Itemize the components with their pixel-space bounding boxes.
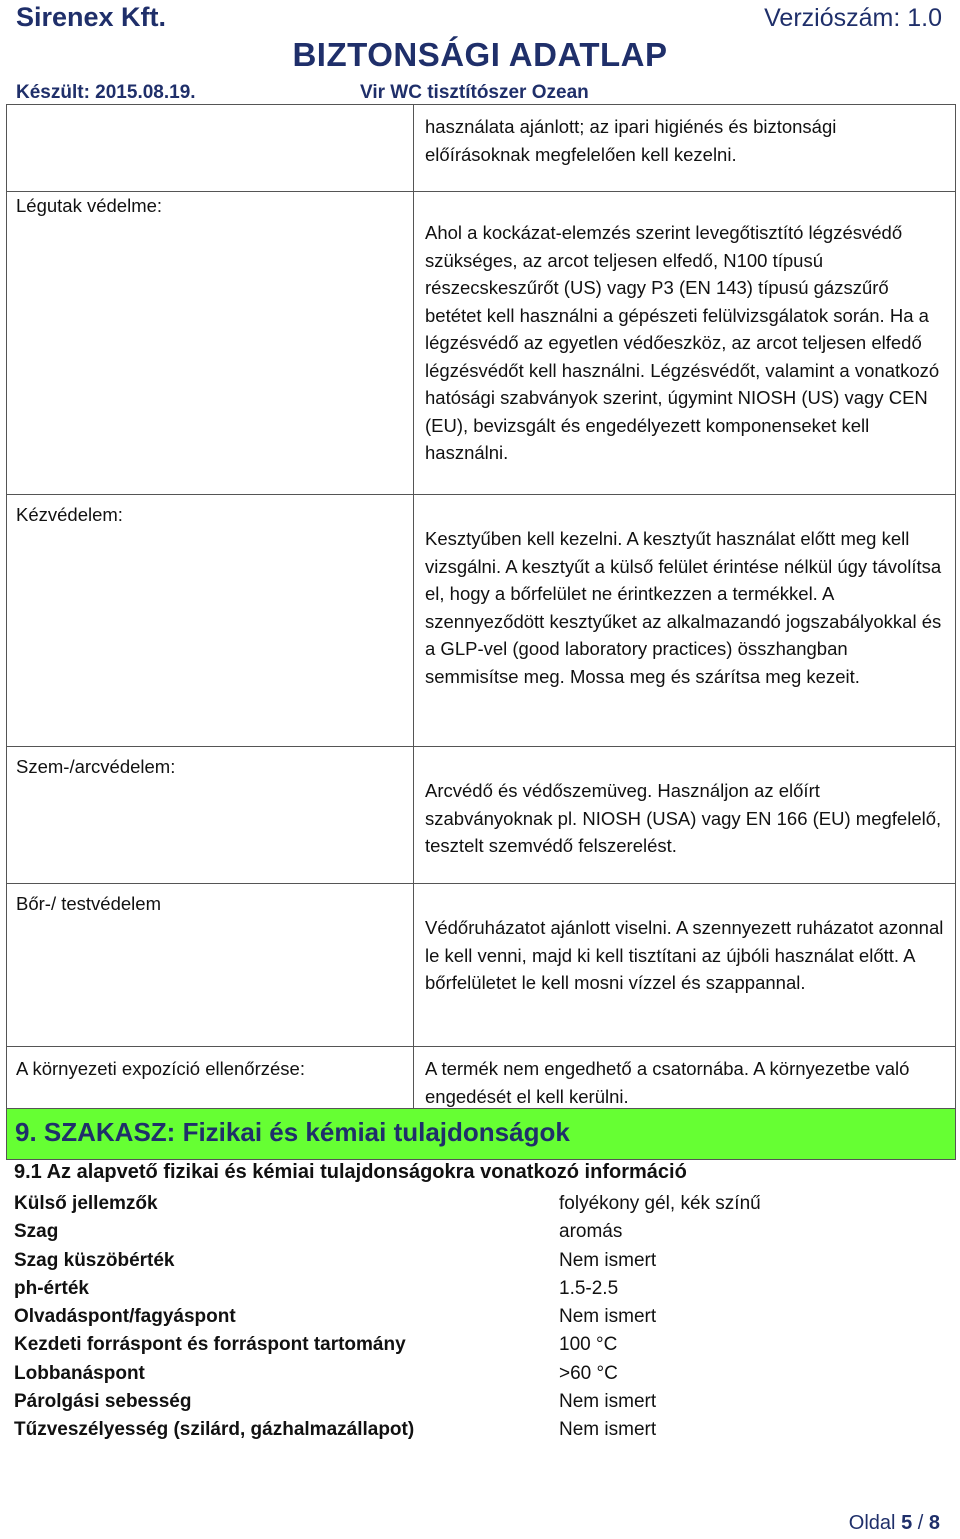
table-row: [14, 1360, 761, 1388]
row-value: A termék nem engedhető a csatornába. A környezetbe való engedését el kell kerülni.: [414, 1047, 956, 1120]
table-row: [7, 105, 956, 192]
property-value: Nem ismert: [559, 1306, 657, 1328]
creation-date: Készült: 2015.08.19.: [16, 82, 196, 103]
property-name: Párolgási sebesség: [14, 1391, 192, 1413]
section-title: 9. SZAKASZ: Fizikai és kémiai tulajdonságok: [15, 1117, 570, 1147]
table-row: [14, 1218, 761, 1246]
row-value: Kesztyűben kell kezelni. A kesztyűt használat előtt meg kell vizsgálni. A kesztyűt a külső felület érintése nélkül úgy távolítsa el, hogy a bőrfelület ne érintkezzen a termékkel. A szennyeződött kesztyűket az alkalmazandó jogszabályokkal és a GLP-vel (good laboratory practices) összhangban semmisítse meg. Mossa meg és szárítsa meg kezeit.: [414, 495, 956, 747]
properties-table: [14, 1190, 761, 1445]
property-name: Tűzveszélyesség (szilárd, gázhalmazállapot): [14, 1419, 415, 1441]
protection-table: [6, 104, 956, 1120]
table-row: [7, 192, 956, 495]
property-value: 100 °C: [559, 1334, 618, 1356]
property-name: Külső jellemzők: [14, 1193, 158, 1214]
table-row: [14, 1416, 761, 1444]
page-separator: /: [917, 1512, 924, 1534]
property-name: Kezdeti forráspont és forráspont tartomány: [14, 1334, 406, 1356]
table-row: [14, 1303, 761, 1331]
document-title: BIZTONSÁGI ADATLAP: [292, 36, 668, 73]
page-current: 5: [901, 1512, 913, 1534]
row-label: A környezeti expozíció ellenőrzése:: [7, 1047, 414, 1120]
table-row: [14, 1331, 761, 1359]
table-row: [14, 1247, 761, 1275]
table-row: [7, 747, 956, 884]
row-label: Kézvédelem:: [7, 495, 414, 747]
property-name: ph-érték: [14, 1277, 89, 1299]
subsection-title: 9.1 Az alapvető fizikai és kémiai tulajdonságokra vonatkozó információ: [14, 1161, 687, 1183]
property-value: Nem ismert: [559, 1419, 657, 1441]
page-total: 8: [928, 1512, 940, 1534]
property-value: >60 °C: [559, 1362, 618, 1384]
table-row: [7, 495, 956, 747]
page-prefix: Oldal: [848, 1512, 896, 1534]
property-value: 1.5-2.5: [559, 1277, 619, 1299]
page-number: [849, 1512, 940, 1535]
section-heading-bar: [6, 1108, 956, 1160]
row-label: Szem-/arcvédelem:: [7, 747, 414, 884]
property-value: folyékony gél, kék színű: [559, 1193, 761, 1214]
property-name: Szag: [14, 1221, 59, 1243]
table-row: [14, 1388, 761, 1416]
row-label: Légutak védelme:: [7, 192, 414, 495]
version-number: Verziószám: 1.0: [764, 4, 942, 32]
table-row: [14, 1190, 761, 1218]
row-label: Bőr-/ testvédelem: [7, 884, 414, 1047]
table-row: [14, 1275, 761, 1303]
property-value: Nem ismert: [559, 1249, 657, 1271]
row-value: Védőruházatot ajánlott viselni. A szennyezett ruházatot azonnal le kell venni, majd ki kell tisztítani az újbóli használat előtt. A bőrfelületet le kell mosni vízzel és szappannal.: [414, 884, 956, 1047]
row-value: használata ajánlott; az ipari higiénés és biztonsági előírásoknak megfelelően kell kezelni.: [414, 105, 956, 192]
product-name: Vir WC tisztítószer Ozean: [360, 82, 589, 103]
row-value: Ahol a kockázat-elemzés szerint levegőtisztító légzésvédő szükséges, az arcot teljesen elfedő, N100 típusú részecskeszűrőt (US) vagy P3 (EN 143) típusú gázszűrő betétet kell használni a gépészeti felülvizsgálatok során. Ha a légzésvédő az egyetlen védőeszköz, az arcot teljesen elfedő légzésvédőt kell használni. Légzésvédőt, valamint a vonatkozó hatósági szabványok szerint, úgymint NIOSH (US) vagy CEN (EU), bevizsgált és engedélyezett komponenseket kell használni.: [414, 192, 956, 495]
row-value: Arcvédő és védőszemüveg. Használjon az előírt szabványoknak pl. NIOSH (USA) vagy EN 166 (EU) megfelelő, tesztelt szemvédő felszerelést.: [414, 747, 956, 884]
property-value: aromás: [559, 1221, 623, 1243]
row-label: [7, 105, 414, 192]
property-value: Nem ismert: [559, 1391, 657, 1413]
property-name: Szag küszöbérték: [14, 1249, 175, 1271]
property-name: Olvadáspont/fagyáspont: [14, 1306, 236, 1328]
company-name: Sirenex Kft.: [16, 2, 167, 32]
table-row: [7, 884, 956, 1047]
property-name: Lobbanáspont: [14, 1362, 145, 1384]
